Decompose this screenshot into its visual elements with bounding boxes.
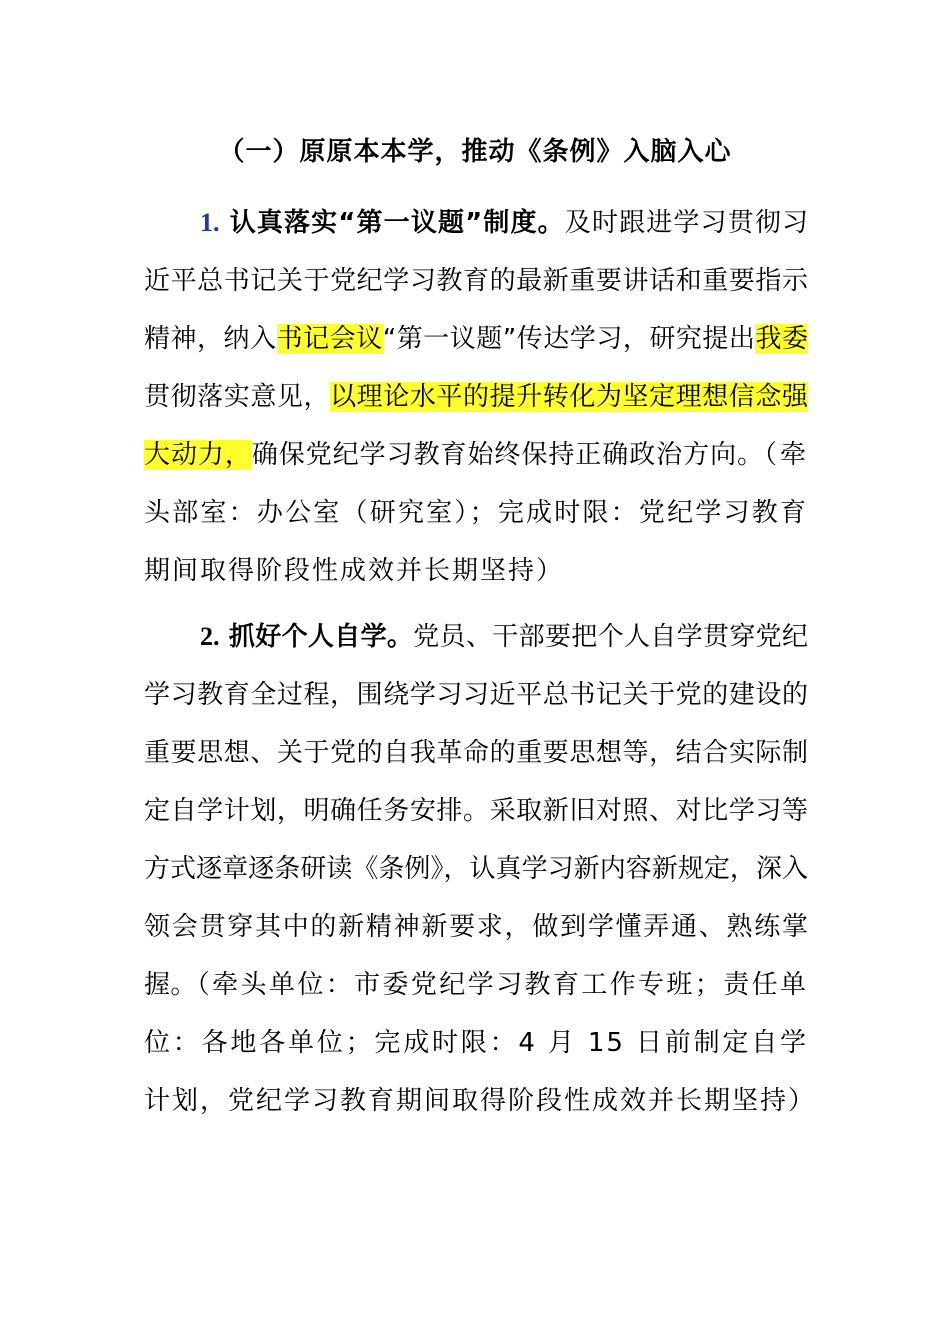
responsibility-note: （牵头部室：办公室（研究室）；完成时限：党纪学习教育期间取得阶段性成效并长期坚持） [144, 440, 808, 586]
paragraph-1 [144, 194, 808, 600]
highlighted-text: 以理论水平的提升转化为坚定理想信念强大动力， [144, 382, 808, 470]
body-text: 党员、干部要把个人自学贯穿党纪学习教育全过程，围绕学习习近平总书记关于党的建设的重要思想、关于党的自我革命的重要思想等，结合实际制定自学计划，明确任务安排。采取新旧对照、对比学习等方式逐章逐条研读《条例》，认真学习新内容新规定，深入领会贯穿其中的新精神新要求，做到学懂弄通、熟练掌握。 [144, 622, 808, 1000]
body-text: 确保党纪学习教育始终保持正确政治方向。 [251, 440, 764, 470]
responsibility-note: （牵头单位：市委党纪学习教育工作专班；责任单位：各地各单位；完成时限：4 月 15 日前制定自学计划，党纪学习教育期间取得阶段性成效并长期坚持） [144, 970, 817, 1116]
item-number: 2. [200, 622, 220, 651]
body-text: 贯彻落实意见， [144, 382, 331, 412]
item-number: 1. [200, 208, 220, 237]
body-text: “第一议题”传达学习，研究提出 [382, 324, 756, 354]
item-lead: 抓好个人自学。 [219, 622, 414, 652]
item-lead: 认真落实“第一议题”制度。 [219, 208, 565, 238]
paragraph-2 [144, 608, 817, 1130]
highlighted-text: 书记会议 [276, 324, 383, 354]
body-text: 及时跟进学习贯彻习近平总书记关于党纪学习教育的最新重要讲话和重要指示精神，纳入 [144, 208, 808, 354]
section-heading: （一）原原本本学，推动《条例》入脑入心 [218, 137, 732, 167]
highlighted-text: 我委 [755, 324, 808, 354]
